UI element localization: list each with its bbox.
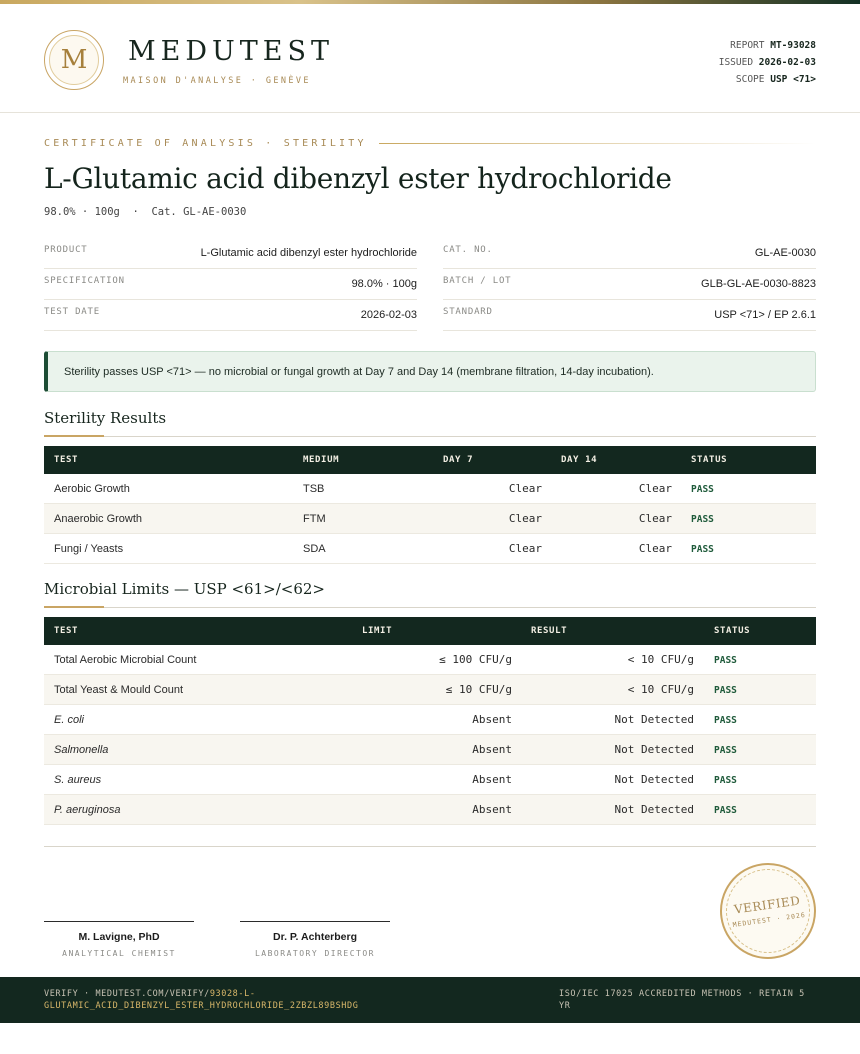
status-badge: PASS (691, 544, 714, 555)
table-row (44, 645, 816, 675)
section-accent (44, 606, 104, 608)
logo-letter: M (49, 35, 99, 85)
issued-date: 2026-02-03 (758, 57, 816, 68)
seal-ring (721, 864, 816, 959)
microbial-table (44, 617, 816, 825)
info-key: TEST DATE (44, 307, 100, 317)
info-row (443, 300, 816, 331)
verify-prefix: VERIFY · MEDUTEST.COM/VERIFY/ (44, 989, 210, 999)
table-row (44, 504, 816, 534)
brand-tagline: MAISON D'ANALYSE · GENÈVE (123, 76, 311, 86)
scope-label: SCOPE (735, 74, 765, 85)
seal-label: VERIFIED (733, 893, 802, 917)
medium: TSB (303, 483, 325, 495)
info-key: STANDARD (443, 307, 493, 317)
report-number: MT-93028 (770, 40, 816, 51)
result-value: Not Detected (614, 743, 694, 756)
page-footer (0, 977, 860, 1023)
col-test: TEST (54, 455, 79, 465)
info-value: GLB-GL-AE-0030-8823 (701, 278, 816, 290)
day7-result: Clear (508, 512, 542, 525)
verify-code: 93028-L-GLUTAMIC_ACID_DIBENZYL_ESTER_HYDROCHLORIDE_2ZBZL89BSHDG (44, 989, 359, 1011)
info-value: USP <71> / EP 2.6.1 (714, 309, 816, 321)
status-badge: PASS (714, 745, 737, 756)
info-value: 98.0% · 100g (351, 278, 417, 290)
section-divider (44, 436, 816, 437)
sterility-section-title: Sterility Results (44, 409, 167, 427)
microbial-section-title: Microbial Limits — USP <61>/<62> (44, 580, 325, 598)
test-name: Total Yeast & Mould Count (54, 684, 184, 696)
day14-result: Clear (638, 542, 672, 555)
signature-block (44, 921, 194, 958)
test-name: S. aureus (54, 774, 102, 786)
issued-label: ISSUED (718, 57, 754, 68)
test-name: E. coli (54, 714, 84, 726)
test-name: Aerobic Growth (54, 483, 130, 495)
info-value: GL-AE-0030 (754, 247, 816, 259)
result-value: Not Detected (614, 773, 694, 786)
limit-value: Absent (472, 803, 512, 816)
product-subtitle: 98.0% · 100g · Cat. GL-AE-0030 (44, 206, 247, 218)
status-badge: PASS (714, 655, 737, 666)
page-header (0, 4, 860, 113)
info-key: SPECIFICATION (44, 276, 125, 286)
col-day7: DAY 7 (443, 455, 474, 465)
test-name: Total Aerobic Microbial Count (54, 654, 197, 666)
test-name: Salmonella (54, 744, 109, 756)
eyebrow-text: CERTIFICATE OF ANALYSIS · STERILITY (44, 138, 367, 149)
limit-value: Absent (472, 743, 512, 756)
verify-link[interactable] (44, 988, 404, 1012)
day7-result: Clear (508, 542, 542, 555)
limit-value: ≤ 10 CFU/g (445, 683, 512, 696)
info-row (443, 238, 816, 269)
day14-result: Clear (638, 512, 672, 525)
info-row (44, 238, 417, 269)
content-end-divider (44, 846, 816, 847)
info-value: L-Glutamic acid dibenzyl ester hydrochloride (200, 247, 417, 259)
table-row (44, 705, 816, 735)
test-name: Anaerobic Growth (54, 513, 143, 525)
limit-value: Absent (472, 773, 512, 786)
status-badge: PASS (714, 685, 737, 696)
sterility-table (44, 446, 816, 564)
report-meta (719, 37, 816, 88)
result-value: Not Detected (614, 803, 694, 816)
info-row (443, 269, 816, 300)
table-row (44, 765, 816, 795)
status-badge: PASS (714, 805, 737, 816)
status-badge: PASS (714, 775, 737, 786)
section-accent (44, 435, 104, 437)
signatory-role: LABORATORY DIRECTOR (254, 949, 375, 958)
info-grid-right (443, 238, 816, 331)
brand-name: MEDUTEST (128, 36, 334, 67)
col-limit: LIMIT (362, 626, 393, 636)
col-status: STATUS (714, 626, 751, 636)
scope-value: USP <71> (770, 74, 816, 85)
limit-value: ≤ 100 CFU/g (439, 653, 512, 666)
result-summary-banner: Sterility passes USP <71> — no microbial or fungal growth at Day 7 and Day 14 (membrane filtration, 14-day incubation). (44, 351, 816, 392)
status-badge: PASS (691, 514, 714, 525)
info-grid-left (44, 238, 417, 331)
signature-block (240, 921, 390, 958)
seal-sublabel: MEDUTEST · 2026 (732, 910, 807, 930)
table-row (44, 675, 816, 705)
col-day14: DAY 14 (561, 455, 598, 465)
col-medium: MEDIUM (303, 455, 340, 465)
result-value: < 10 CFU/g (627, 653, 694, 666)
table-row (44, 534, 816, 564)
limit-value: Absent (472, 713, 512, 726)
day14-result: Clear (638, 482, 672, 495)
signatory-name: Dr. P. Achterberg (272, 931, 358, 943)
signatory-role: ANALYTICAL CHEMIST (62, 949, 176, 958)
info-row (44, 300, 417, 331)
info-key: BATCH / LOT (443, 276, 512, 286)
status-badge: PASS (714, 715, 737, 726)
table-header (44, 446, 816, 474)
result-value: < 10 CFU/g (627, 683, 694, 696)
product-title: L-Glutamic acid dibenzyl ester hydrochloride (44, 162, 672, 195)
table-row (44, 474, 816, 504)
medium: FTM (303, 513, 326, 525)
verified-seal (714, 857, 822, 965)
report-label: REPORT (730, 40, 765, 51)
table-row (44, 735, 816, 765)
col-status: STATUS (691, 455, 728, 465)
info-row (44, 269, 417, 300)
info-key: PRODUCT (44, 245, 88, 255)
logo-emblem (44, 30, 104, 90)
section-divider (44, 607, 816, 608)
result-value: Not Detected (614, 713, 694, 726)
table-row (44, 795, 816, 825)
medium: SDA (303, 543, 326, 555)
signatory-name: M. Lavigne, PhD (78, 931, 160, 943)
col-result: RESULT (531, 626, 568, 636)
info-key: CAT. NO. (443, 245, 493, 255)
status-badge: PASS (691, 484, 714, 495)
test-name: Fungi / Yeasts (54, 543, 124, 555)
table-header (44, 617, 816, 645)
day7-result: Clear (508, 482, 542, 495)
info-value: 2026-02-03 (360, 309, 417, 321)
certificate-eyebrow (44, 138, 816, 149)
test-name: P. aeruginosa (54, 804, 121, 816)
col-test: TEST (54, 626, 79, 636)
eyebrow-divider (379, 143, 816, 144)
accreditation-note: ISO/IEC 17025 ACCREDITED METHODS · RETAIN 5 YR (559, 989, 805, 1011)
